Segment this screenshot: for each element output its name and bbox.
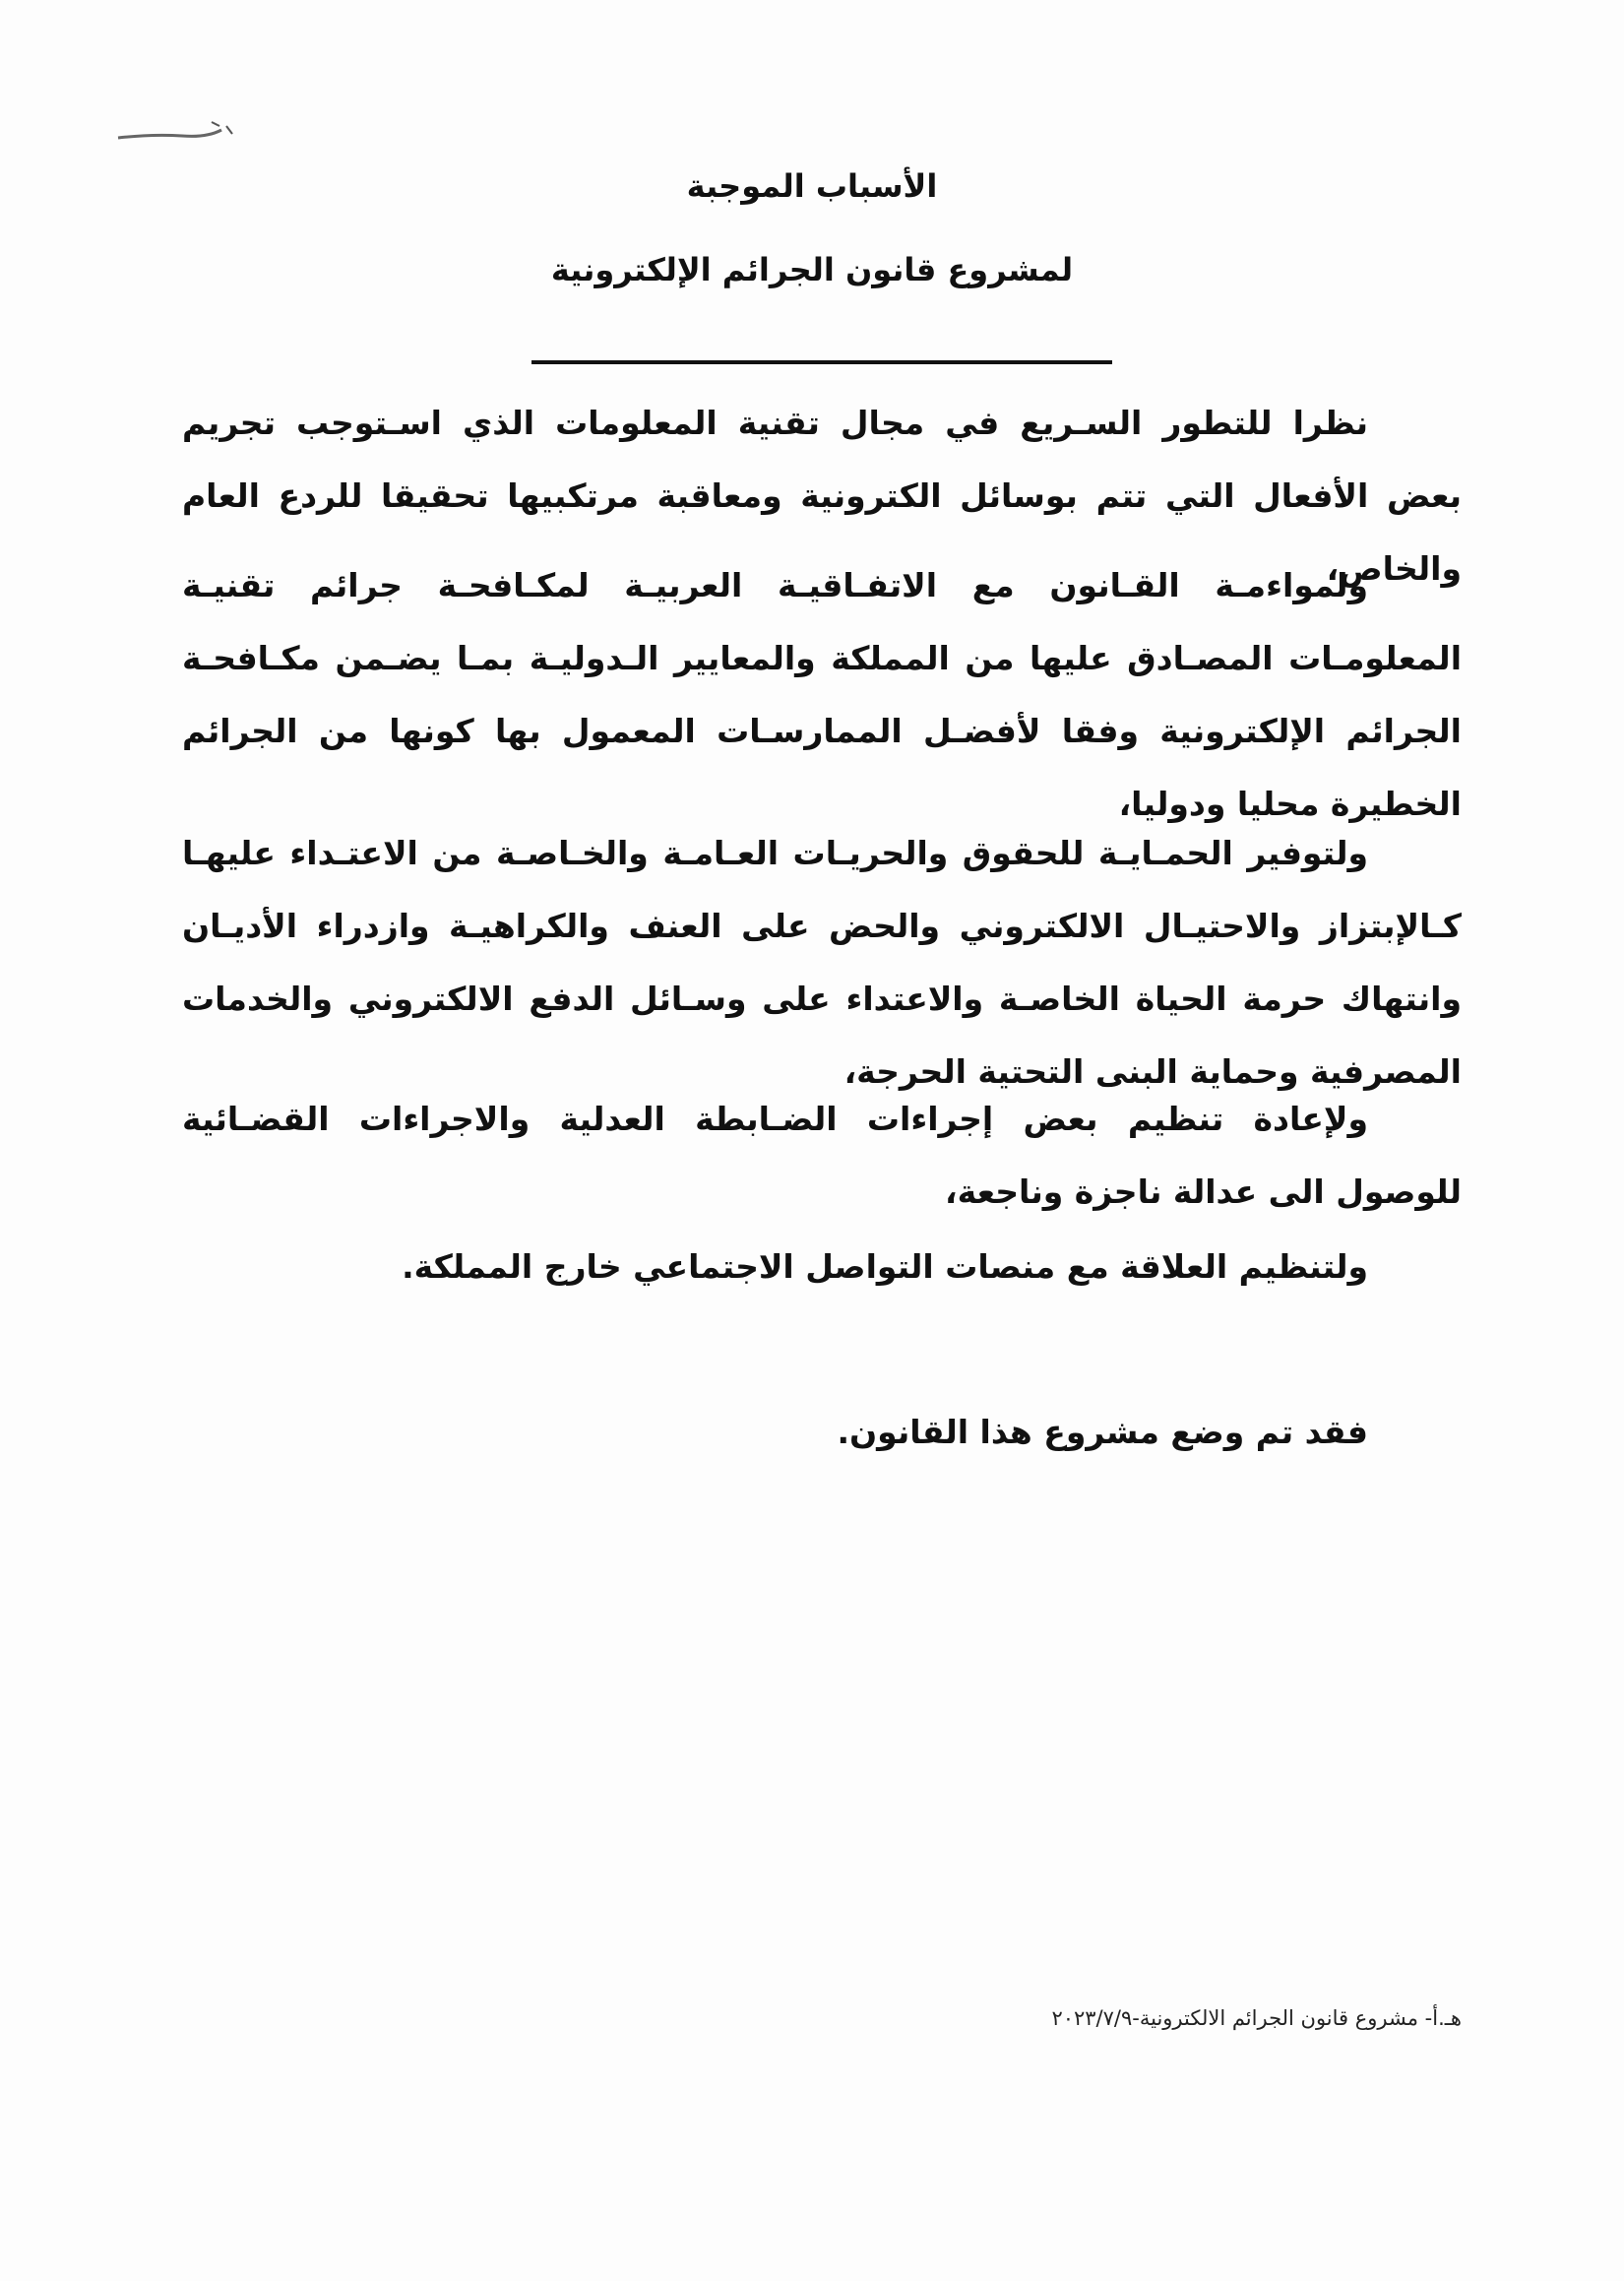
paragraph-5: ولتنظيم العلاقة مع منصات التواصل الاجتماعي خارج المملكة. [402,1247,1368,1286]
document-subtitle: لمشروع قانون الجرائم الإلكترونية [550,251,1074,288]
handwritten-mark-icon [113,116,241,146]
footer-reference: هـ.أ- مشروع قانون الجرائم الالكترونية-٢٠٢٣/٧/٩ [1051,2006,1462,2030]
paragraph-1: نظرا للتطور السـريع في مجال تقنية المعلومات الذي اسـتوجب تجريم بعض الأفعال التي تتم بوسائل الكترونية ومعاقبة مرتكبيها تحقيقا للردع العام والخاص، [182,404,1462,588]
paragraph-3: ولتوفير الحمـايـة للحقوق والحريـات العـامـة والخـاصـة من الاعتـداء عليهـا كـالإبتزاز والاحتيـال الالكتروني والحض على العنف والكراهيـة وازدراء الأديـان وانتهاك حرمة الحياة الخاصـة والاعتداء على وسـائل الدفع الالكتروني والخدمات المصرفية وحماية البنى التحتية الحرجة، [182,834,1462,1091]
document-title: الأسباب الموجبة [686,167,938,205]
paragraph-2: ولمواءمـة القـانون مع الاتفـاقيـة العربيـة لمكـافحـة جرائم تقنيـة المعلومـات المصـادق عليها من المملكة والمعايير الـدوليـة بمـا يضـمن مكـافحـة الجرائم الإلكترونية وفقا لأفضـل الممارسـات المعمول بها كونها من الجرائم الخطيرة محليا ودوليا، [182,566,1462,823]
title-divider [531,360,1112,364]
closing-paragraph: فقد تم وضع مشروع هذا القانون. [837,1413,1368,1451]
paragraph-4: ولإعادة تنظيم بعض إجراءات الضـابطة العدلية والاجراءات القضـائية للوصول الى عدالة ناجزة وناجعة، [182,1100,1462,1211]
